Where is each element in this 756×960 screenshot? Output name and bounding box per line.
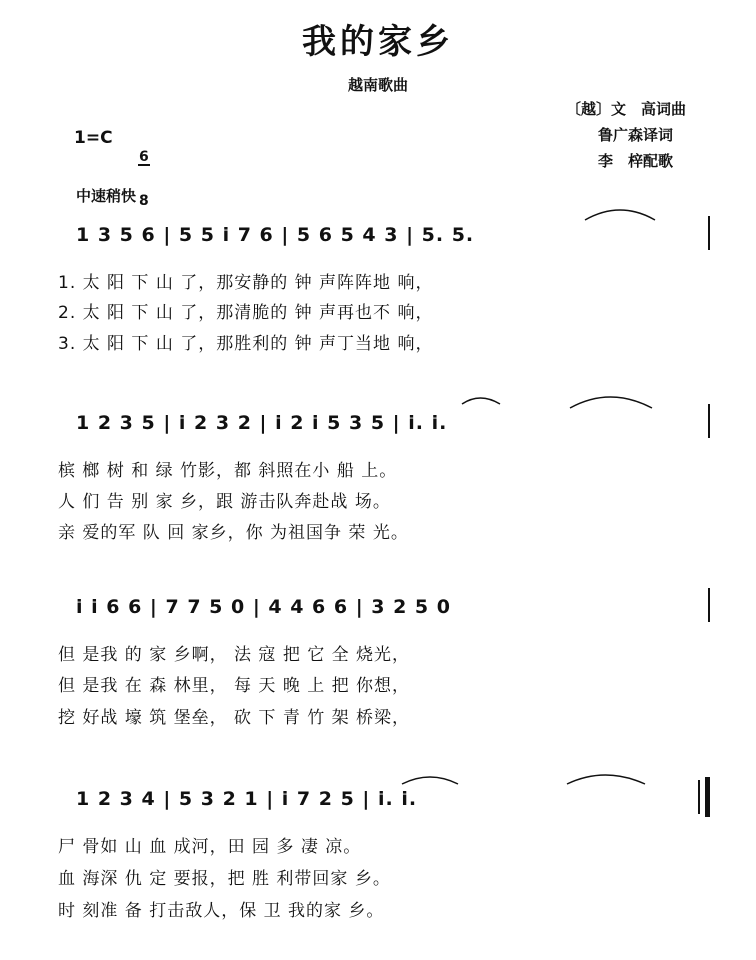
lyric-line-4-2: 血 海深 仇 定 要报，把 胜 利带回家 乡。 [58, 869, 391, 889]
time-denominator: 8 [139, 193, 149, 209]
slur-arc [462, 398, 500, 404]
translator-credit: 鲁广森译词 [598, 126, 674, 144]
lyric-line-3-3: 挖 好战 壕 筑 堡垒， 砍 下 青 竹 架 桥梁， [58, 708, 411, 728]
lyric-line-1-1: 1. 太 阳 下 山 了，那安静的 钟 声阵阵地 响， [58, 273, 434, 293]
key-signature: 1=C [74, 128, 113, 148]
notation-row-2: 1 2 3 5 | i 2 3 2 | i 2 i 5 3 5 | i. i. [76, 412, 448, 434]
lyric-line-1-3: 3. 太 阳 下 山 了，那胜利的 钟 声丁当地 响， [58, 334, 434, 354]
song-title: 我的家乡 [302, 22, 454, 62]
lyric-line-2-2: 人 们 告 别 家 乡，跟 游击队奔赴战 场。 [58, 492, 391, 512]
arranger-credit: 李 梓配歌 [598, 152, 674, 170]
lyric-line-2-1: 槟 榔 树 和 绿 竹影，都 斜照在小 船 上。 [58, 461, 398, 481]
lyric-line-4-1: 尸 骨如 山 血 成河，田 园 多 凄 凉。 [58, 837, 362, 857]
tie-arc [567, 775, 645, 784]
song-subtitle: 越南歌曲 [347, 76, 408, 94]
time-numerator: 6 [139, 149, 149, 165]
lyric-line-3-2: 但 是我 在 森 林里， 每 天 晚 上 把 你想， [58, 676, 411, 696]
notation-row-4: 1 2 3 4 | 5 3 2 1 | i 7 2 5 | i. i. [76, 788, 418, 810]
notation-row-3: i i 6 6 | 7 7 5 0 | 4 4 6 6 | 3 2 5 0 [76, 596, 451, 618]
composer-credit: 〔越〕文 高词曲 [566, 100, 687, 118]
lyric-line-2-3: 亲 爱的军 队 回 家乡，你 为祖国争 荣 光。 [58, 523, 409, 543]
lyric-line-4-3: 时 刻准 备 打击敌人，保 卫 我的家 乡。 [58, 901, 385, 921]
tie-arc [585, 210, 655, 220]
lyric-line-1-2: 2. 太 阳 下 山 了，那清脆的 钟 声再也不 响， [58, 303, 434, 323]
notation-row-1: 1 3 5 6 | 5 5 i 7 6 | 5 6 5 4 3 | 5. 5. [76, 224, 475, 246]
tempo-marking: 中速稍快 [76, 187, 137, 205]
slur-arc [402, 777, 458, 784]
lyric-line-3-1: 但 是我 的 家 乡啊， 法 寇 把 它 全 烧光， [58, 645, 411, 665]
tie-arc [570, 397, 652, 408]
